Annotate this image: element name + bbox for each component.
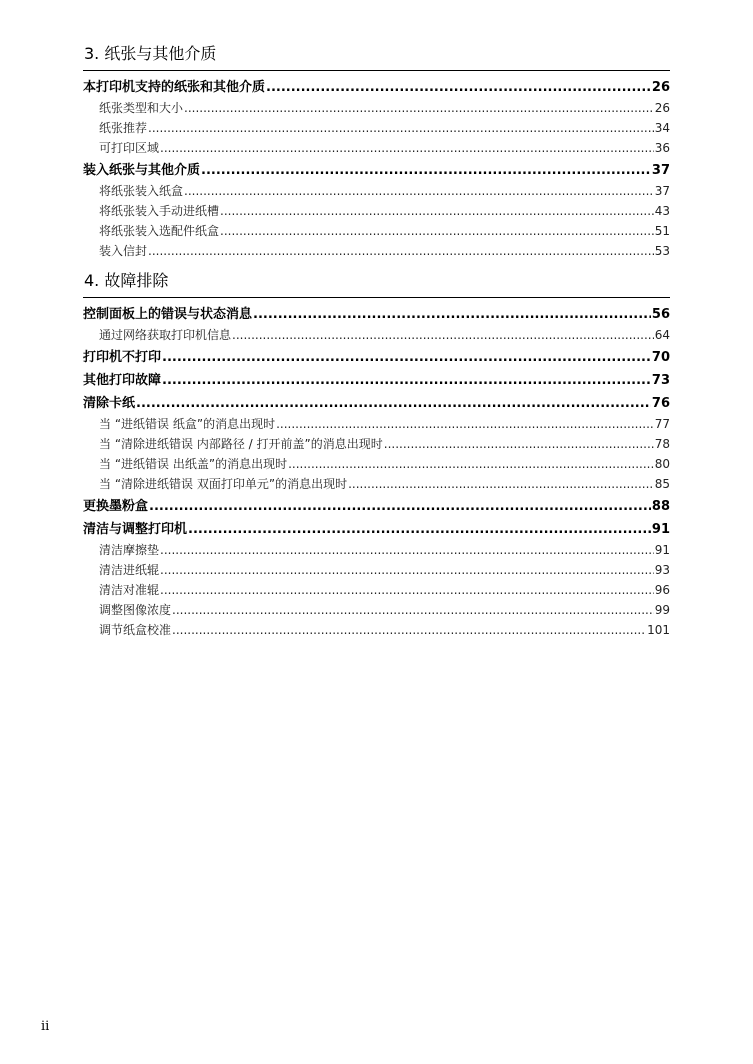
toc-entry-title: 将纸张装入手动进纸槽 xyxy=(99,204,220,218)
page-number: ii xyxy=(41,1019,50,1034)
toc-entry-title: 装入纸张与其他介质 xyxy=(83,163,201,178)
toc-entry-title: 调整图像浓度 xyxy=(99,603,172,617)
dot-leader xyxy=(160,138,654,158)
toc-subsection-entry[interactable] xyxy=(83,540,670,560)
toc-subsection-entry[interactable] xyxy=(83,454,670,474)
toc-subsection-entry[interactable] xyxy=(83,620,670,640)
toc-entry-page: 37 xyxy=(654,184,670,198)
dot-leader xyxy=(160,560,654,580)
toc-entry-page: 73 xyxy=(651,373,670,388)
dot-leader xyxy=(220,221,654,241)
toc-subsection-entry[interactable] xyxy=(83,560,670,580)
toc-entry-title: 将纸张装入纸盒 xyxy=(99,184,184,198)
toc-subsection-entry[interactable] xyxy=(83,474,670,494)
chapter-4 xyxy=(83,271,670,640)
dot-leader xyxy=(384,434,654,454)
toc-entry-title: 当 “进纸错误 出纸盖”的消息出现时 xyxy=(99,457,288,471)
toc-section-entry[interactable] xyxy=(83,393,670,414)
dot-leader xyxy=(160,580,654,600)
toc-entry-page: 101 xyxy=(647,623,670,637)
dot-leader xyxy=(148,241,654,261)
toc-entry-page: 76 xyxy=(651,396,670,411)
toc-entry-page: 80 xyxy=(654,457,670,471)
toc-entry-page: 26 xyxy=(654,101,670,115)
dot-leader xyxy=(148,118,654,138)
toc-subsection-entry[interactable] xyxy=(83,414,670,434)
toc-entry-title: 将纸张装入选配件纸盒 xyxy=(99,224,220,238)
toc-entry-title: 控制面板上的错误与状态消息 xyxy=(83,307,253,322)
toc-section-entry[interactable] xyxy=(83,160,670,181)
dot-leader xyxy=(276,414,654,434)
toc-section-entry[interactable] xyxy=(83,347,670,368)
dot-leader xyxy=(232,325,654,345)
toc-entry-title: 更换墨粉盒 xyxy=(83,499,149,514)
toc-section-entry[interactable] xyxy=(83,77,670,98)
toc-entry-title: 本打印机支持的纸张和其他介质 xyxy=(83,80,266,95)
toc-entry-page: 26 xyxy=(651,80,670,95)
table-of-contents xyxy=(83,44,670,650)
dot-leader xyxy=(149,496,651,517)
toc-entry-title: 当 “进纸错误 纸盒”的消息出现时 xyxy=(99,417,276,431)
toc-subsection-entry[interactable] xyxy=(83,600,670,620)
dot-leader xyxy=(136,393,651,414)
toc-entry-title: 可打印区域 xyxy=(99,141,160,155)
toc-entry-page: 56 xyxy=(651,307,670,322)
toc-entry-page: 37 xyxy=(651,163,670,178)
toc-entry-title: 装入信封 xyxy=(99,244,148,258)
toc-entry-page: 96 xyxy=(654,583,670,597)
dot-leader xyxy=(253,304,651,325)
toc-entry-page: 91 xyxy=(654,543,670,557)
toc-entry-page: 78 xyxy=(654,437,670,451)
toc-section-entry[interactable] xyxy=(83,304,670,325)
chapter-3 xyxy=(83,44,670,261)
toc-entry-title: 清洁与调整打印机 xyxy=(83,522,188,537)
dot-leader xyxy=(220,201,654,221)
dot-leader xyxy=(201,160,651,181)
toc-entry-title: 调节纸盒校准 xyxy=(99,623,172,637)
toc-subsection-entry[interactable] xyxy=(83,181,670,201)
toc-subsection-entry[interactable] xyxy=(83,325,670,345)
toc-entry-title: 清洁进纸辊 xyxy=(99,563,160,577)
toc-entry-page: 91 xyxy=(651,522,670,537)
dot-leader xyxy=(172,600,654,620)
toc-subsection-entry[interactable] xyxy=(83,580,670,600)
toc-subsection-entry[interactable] xyxy=(83,98,670,118)
dot-leader xyxy=(266,77,651,98)
chapter-divider xyxy=(83,297,670,298)
toc-entry-title: 纸张推荐 xyxy=(99,121,148,135)
toc-entry-page: 99 xyxy=(654,603,670,617)
toc-entry-title: 其他打印故障 xyxy=(83,373,162,388)
dot-leader xyxy=(172,620,646,640)
toc-entry-title: 通过网络获取打印机信息 xyxy=(99,328,232,342)
dot-leader xyxy=(184,98,654,118)
toc-entry-page: 43 xyxy=(654,204,670,218)
toc-subsection-entry[interactable] xyxy=(83,138,670,158)
dot-leader xyxy=(188,519,651,540)
toc-subsection-entry[interactable] xyxy=(83,201,670,221)
toc-entry-title: 打印机不打印 xyxy=(83,350,162,365)
toc-section-entry[interactable] xyxy=(83,370,670,391)
toc-entry-title: 纸张类型和大小 xyxy=(99,101,184,115)
dot-leader xyxy=(348,474,654,494)
chapter-entries xyxy=(83,77,670,261)
toc-section-entry[interactable] xyxy=(83,519,670,540)
toc-entry-page: 70 xyxy=(651,350,670,365)
dot-leader xyxy=(162,347,651,368)
chapter-title: 4. 故障排除 xyxy=(84,271,169,290)
toc-entry-page: 51 xyxy=(654,224,670,238)
toc-entry-page: 77 xyxy=(654,417,670,431)
toc-entry-page: 36 xyxy=(654,141,670,155)
toc-entry-page: 93 xyxy=(654,563,670,577)
chapter-title: 3. 纸张与其他介质 xyxy=(84,44,217,63)
toc-entry-title: 当 “清除进纸错误 内部路径 / 打开前盖”的消息出现时 xyxy=(99,437,383,451)
toc-entry-page: 53 xyxy=(654,244,670,258)
toc-subsection-entry[interactable] xyxy=(83,118,670,138)
chapter-divider xyxy=(83,70,670,71)
toc-entry-page: 88 xyxy=(651,499,670,514)
toc-entry-title: 清洁对准辊 xyxy=(99,583,160,597)
dot-leader xyxy=(162,370,651,391)
toc-entry-page: 34 xyxy=(654,121,670,135)
dot-leader xyxy=(184,181,654,201)
toc-entry-page: 64 xyxy=(654,328,670,342)
toc-entry-title: 当 “清除进纸错误 双面打印单元”的消息出现时 xyxy=(99,477,348,491)
toc-subsection-entry[interactable] xyxy=(83,434,670,454)
toc-subsection-entry[interactable] xyxy=(83,221,670,241)
toc-entry-title: 清除卡纸 xyxy=(83,396,136,411)
toc-subsection-entry[interactable] xyxy=(83,241,670,261)
dot-leader xyxy=(160,540,654,560)
dot-leader xyxy=(288,454,654,474)
toc-entry-title: 清洁摩擦垫 xyxy=(99,543,160,557)
chapter-entries xyxy=(83,304,670,640)
toc-entry-page: 85 xyxy=(654,477,670,491)
toc-section-entry[interactable] xyxy=(83,496,670,517)
